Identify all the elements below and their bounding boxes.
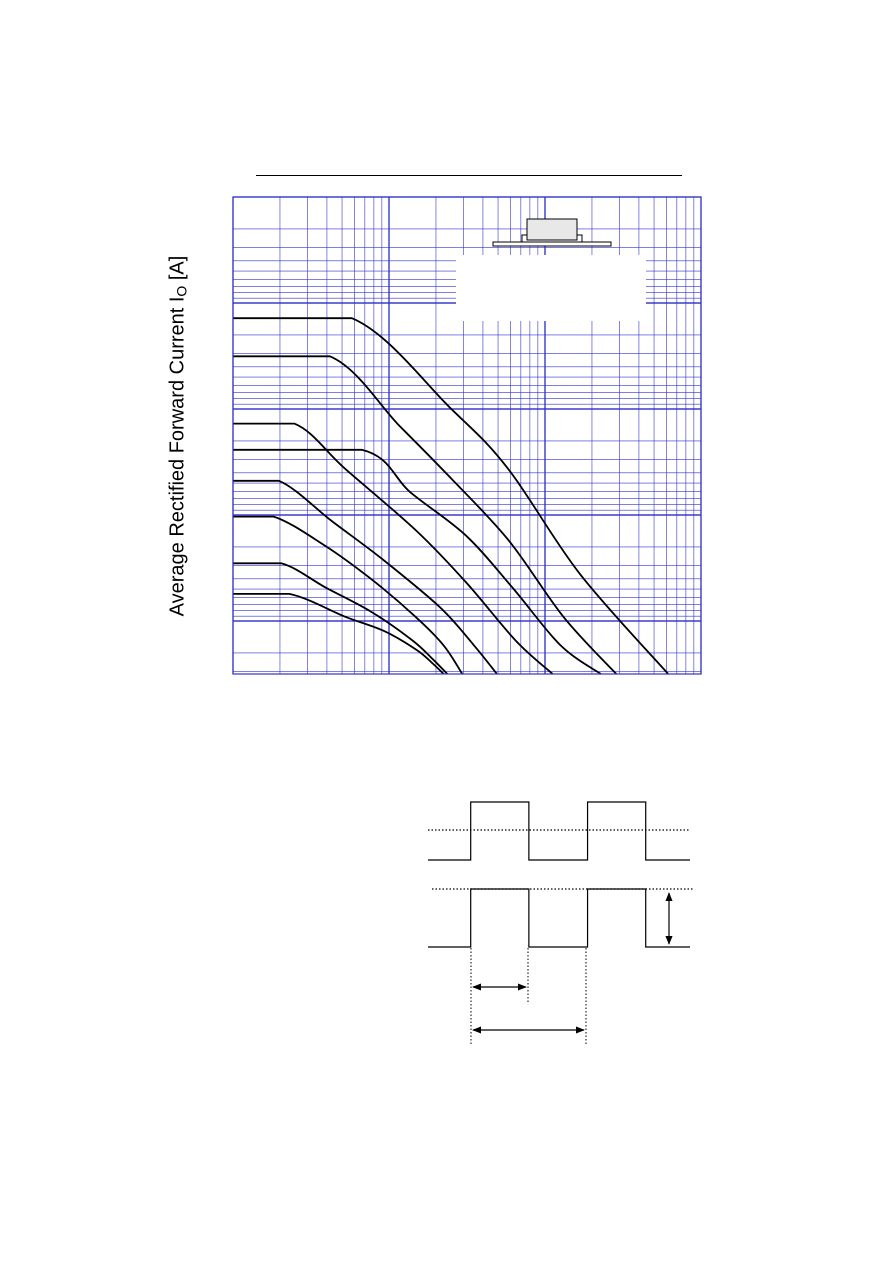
derating-curve-7 [233,563,447,674]
derating-curve-3 [233,424,553,674]
package-substrate-icon [493,242,611,246]
y-axis-label-unit: [A] [166,255,189,286]
top-pulse-train [428,802,690,860]
package-body-icon [527,219,577,240]
derating-curve-6 [233,517,462,674]
pulse-waveform-diagram [428,802,694,1046]
legend-mask [456,255,646,321]
bottom-pulse-train [428,889,690,947]
y-axis-label: Average Rectified Forward Current IO [A] [166,255,190,617]
bottom-pulse-path [428,889,690,947]
derating-curve-8 [233,594,444,674]
derating-curve-4 [233,450,601,674]
legend-box [456,219,646,321]
y-axis-label-subscript: O [173,285,190,297]
top-pulse-path [428,802,690,860]
